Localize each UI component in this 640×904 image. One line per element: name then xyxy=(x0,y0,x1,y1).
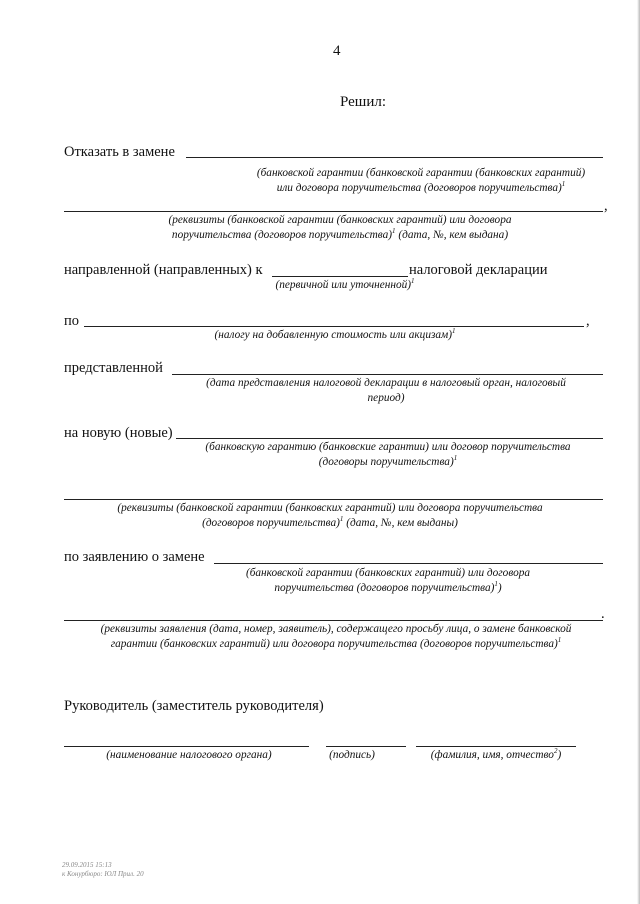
tax-caption: (налогу на добавленную стоимость или акцизам)$^1$ xyxy=(214,327,456,341)
signatory-title: Руководитель (заместитель руководителя) xyxy=(64,698,324,714)
directed-caption: (первичной или уточненной)$^1$ xyxy=(275,277,415,291)
directed-blank-line xyxy=(272,276,408,277)
requisites3-caption: (реквизиты заявления (дата, номер, заявитель), содержащего просьбу лица, о замене банковской гарантии (банковских гарантий) или договора поручительства (договоров поручительства)$^1$ xyxy=(100,623,572,650)
requisites2-blank-line xyxy=(64,499,603,500)
submitted-label: представленной xyxy=(64,360,163,376)
application-caption: (банковской гарантии (банковских гарантий) или договора поручительства (договоров поручительства)$^1$) xyxy=(245,567,531,594)
organ-caption: (наименование налогового органа) xyxy=(106,749,272,761)
new-caption: (банковскую гарантию (банковские гарантии) или договор поручительства (договоры поручительства)$^1$ xyxy=(205,441,571,468)
requisites2-caption: (реквизиты (банковской гарантии (банковских гарантий) или договора поручительства (договоров поручительства)$^1$ (дата, №, кем выданы) xyxy=(117,502,543,529)
footer-stamp: 29.09.2015 15:13 к Конурбюро: ЮЛ Прил. 20 xyxy=(62,861,144,878)
requisites1-caption: (реквизиты (банковской гарантии (банковских гарантий) или договора поручительства (договоров поручительства)$^1$ (дата, №, кем выдана) xyxy=(168,214,512,241)
submitted-caption: (дата представления налоговой декларации в налоговый орган, налоговый период) xyxy=(206,377,566,404)
refuse-blank-line xyxy=(186,157,603,158)
tax-blank-line xyxy=(84,326,584,327)
application-label: по заявлению о замене xyxy=(64,549,205,565)
requisites1-blank-line xyxy=(64,211,603,212)
organ-blank-line xyxy=(64,746,309,747)
sign-caption: (подпись) xyxy=(329,749,375,761)
directed-label: направленной (направленных) к xyxy=(64,262,263,278)
decision-heading: Решил: xyxy=(340,94,387,110)
requisites1-trailing-comma: , xyxy=(604,198,608,214)
new-label: на новую (новые) xyxy=(64,425,173,441)
tax-label: по xyxy=(64,313,80,329)
refuse-label: Отказать в замене xyxy=(64,144,175,160)
sign-blank-line xyxy=(326,746,406,747)
refuse-caption: (банковской гарантии (банковской гарантии (банковских гарантий) или договора поручительства (договоров поручительства)$^1$ xyxy=(256,167,586,194)
tax-trailing-comma: , xyxy=(586,313,590,329)
page-number: 4 xyxy=(333,43,341,59)
directed-label-after: налоговой декларации xyxy=(409,262,548,278)
name-caption: (фамилия, имя, отчество$^2$) xyxy=(430,747,562,761)
application-blank-line xyxy=(214,563,603,564)
name-blank-line xyxy=(416,746,576,747)
requisites3-blank-line xyxy=(64,620,603,621)
requisites3-trailing-period: . xyxy=(601,606,605,622)
new-blank-line xyxy=(176,438,603,439)
submitted-blank-line xyxy=(172,374,603,375)
